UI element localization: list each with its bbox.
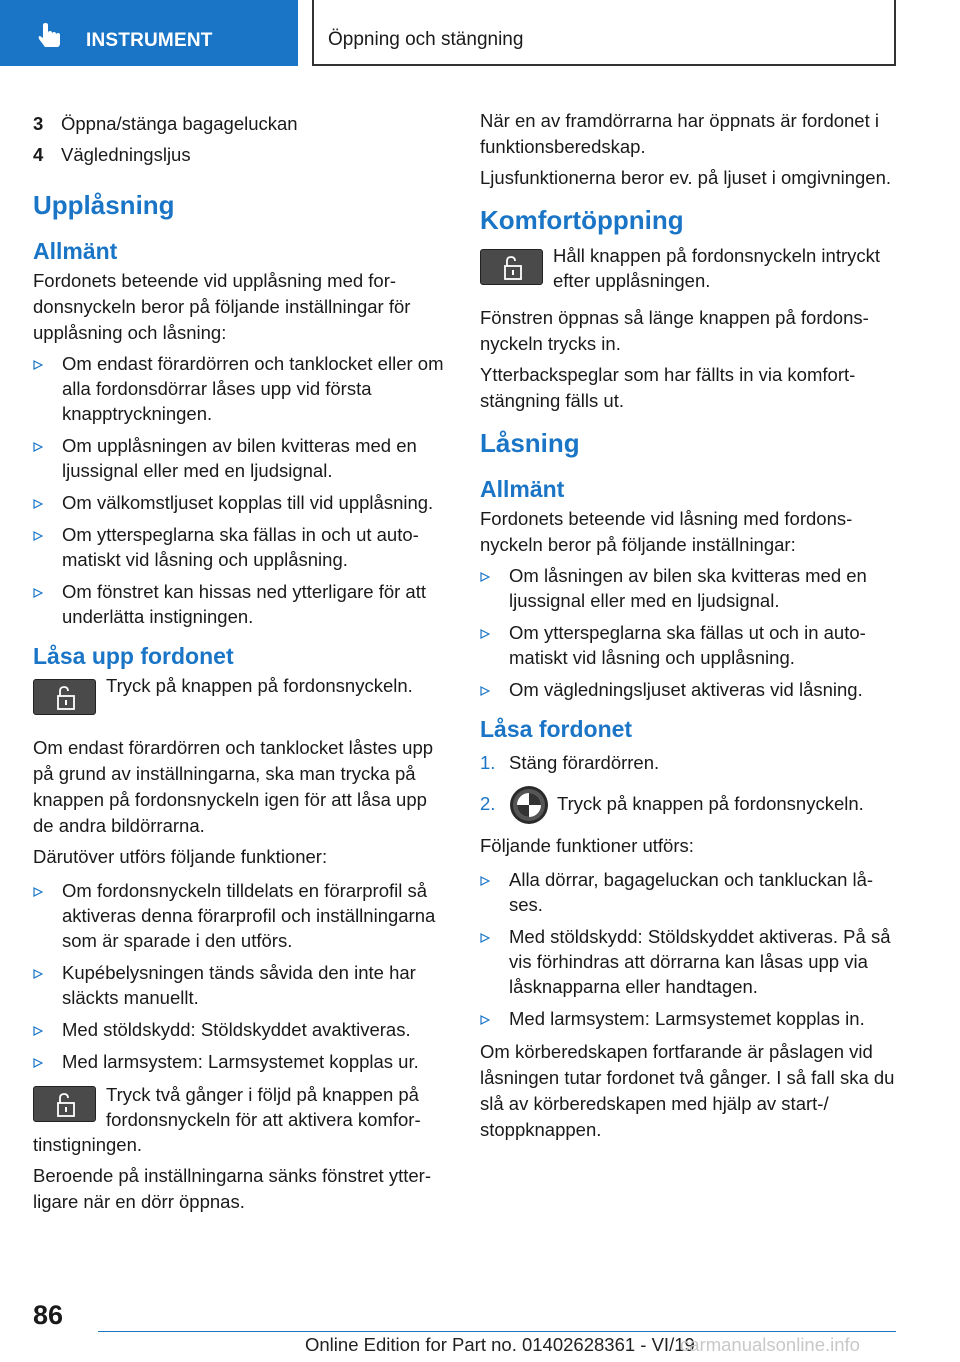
watermark: carmanualsonline.info xyxy=(680,1334,860,1355)
bullet-item xyxy=(480,620,900,670)
bullet-item xyxy=(480,563,900,613)
triangle-bullet-icon xyxy=(33,442,43,452)
triangle-bullet-icon xyxy=(33,969,43,979)
bullet-text: Med stöldskydd: Stöldskyddet avaktiveras. xyxy=(62,1019,411,1040)
bullet-text: Om ytterspeglarna ska fällas in och ut automatiskt vid låsning och upplåsning. xyxy=(62,524,419,570)
paragraph: När en av framdörrarna har öppnats är fordonet i funktionsberedskap. xyxy=(480,110,879,157)
bullet-item xyxy=(33,960,447,1010)
unlock-key-button xyxy=(33,679,96,715)
triangle-bullet-icon xyxy=(480,876,490,886)
triangle-bullet-icon xyxy=(33,1026,43,1036)
paragraph: Fordonets beteende vid låsning med fordonsnyckeln beror på följande inställningar: xyxy=(480,508,853,555)
triangle-bullet-icon xyxy=(33,1058,43,1068)
bullet-item xyxy=(480,677,900,702)
list-item xyxy=(33,139,447,170)
heading-allmant: Allmänt xyxy=(33,238,118,264)
numbered-list xyxy=(33,108,447,170)
step-text: Stäng förardörren. xyxy=(509,752,660,773)
heading-allmant: Allmänt xyxy=(480,476,565,502)
pointing-hand-icon xyxy=(36,21,66,51)
triangle-bullet-icon xyxy=(33,588,43,598)
triangle-bullet-icon xyxy=(480,629,490,639)
key-instruction: Håll knappen på fordonsnyckeln intryckt efter upplåsningen. xyxy=(553,245,881,291)
left-column xyxy=(33,108,447,1220)
paragraph: Fordonets beteende vid upplåsning med fordonsnyckeln beror på följande inställningar för upplåsning och låsning: xyxy=(33,270,411,343)
bullet-text: Med larmsystem: Larmsystemet kopplas ur. xyxy=(62,1051,419,1072)
bullet-text: Med larmsystem: Larmsystemet kopplas in. xyxy=(509,1008,865,1030)
list-item xyxy=(33,108,447,139)
bullet-item xyxy=(33,878,447,953)
bullet-text: Om ytterspeglarna ska fällas ut och in automatiskt vid låsning och upplåsning. xyxy=(509,622,866,668)
bullet-item xyxy=(33,1017,447,1042)
header-title-box xyxy=(312,0,896,66)
key-instruction: Tryck på knappen på fordonsnyckeln. xyxy=(106,675,413,696)
bullet-item xyxy=(33,433,447,483)
step-number: 1. xyxy=(480,752,496,773)
twice-key-row xyxy=(33,1082,447,1157)
item-number: 4 xyxy=(33,144,44,165)
header-section-tab xyxy=(0,0,298,66)
footer-edition: Online Edition for Part no. 01402628361 - VI/19 xyxy=(305,1334,695,1355)
step-text: Tryck på knappen på fordonsnyckeln. xyxy=(557,793,864,814)
bullet-text: Om vägledningsljuset aktiveras vid låsning. xyxy=(509,679,863,700)
bullet-text: Med stöldskydd: Stöldskyddet aktiveras. På så vis förhindras att dörrarna kan låsas upp via låsknapparna eller handtagen. xyxy=(509,926,891,998)
bullet-text: Om fordonsnyckeln tilldelats en förarprofil så aktiveras denna förarprofil och inställningarna som är sparade i den utförs. xyxy=(62,880,436,951)
bullet-item xyxy=(33,522,447,572)
unlock-key-row xyxy=(33,673,447,727)
bmw-key-logo-icon xyxy=(509,785,549,825)
paragraph: Följande funktioner utförs: xyxy=(480,835,694,857)
paragraph: Om endast förardörren och tanklocket låstes upp på grund av inställningarna, ska man trycka på knappen på fordonsnyckeln igen för att låsa upp de andra bildörrarna. xyxy=(33,737,434,836)
paragraph: Ljusfunktionerna beror ev. på ljuset i omgivningen. xyxy=(480,167,892,188)
unlock-key-button xyxy=(33,1086,96,1122)
unlock-padlock-icon xyxy=(56,685,76,711)
paragraph: Ytterbackspeglar som har fällts in via komfortstängning fälls ut. xyxy=(480,364,856,411)
heading-lasning: Låsning xyxy=(480,428,580,458)
bullet-list xyxy=(33,878,447,1074)
bullet-list xyxy=(33,351,447,629)
bullet-text: Om välkomstljuset kopplas till vid upplåsning. xyxy=(62,492,434,513)
paragraph: Om körberedskapen fortfarande är påslagen vid låsningen tutar fordonet två gånger. I så fall ska du slå av körberedskapen med hjälp av start-/ stoppknappen. xyxy=(480,1041,895,1141)
heading-lasa-upp: Låsa upp fordonet xyxy=(33,643,234,669)
paragraph: Fönstren öppnas så länge knappen på fordonsnyckeln trycks in. xyxy=(480,307,869,354)
triangle-bullet-icon xyxy=(480,933,490,943)
key-instruction: Tryck två gånger i följd på knappen på fordonsnyckeln för att aktivera komfortinstigningen. xyxy=(33,1084,421,1155)
triangle-bullet-icon xyxy=(480,1015,490,1025)
bullet-list xyxy=(480,867,900,1031)
unlock-padlock-icon xyxy=(56,1092,76,1118)
header-title: Öppning och stängning xyxy=(328,29,524,50)
bullet-item xyxy=(33,1049,447,1074)
heading-lasa-fordonet: Låsa fordonet xyxy=(480,716,633,742)
bullet-item xyxy=(480,924,900,999)
triangle-bullet-icon xyxy=(480,572,490,582)
bullet-text: Om upplåsningen av bilen kvitteras med en ljussignal eller med en ljudsignal. xyxy=(62,435,417,481)
step-item xyxy=(480,783,900,825)
header-section-label: INSTRUMENT xyxy=(86,30,213,51)
bullet-text: Kupébelysningen tänds såvida den inte har släckts manuellt. xyxy=(62,962,416,1008)
triangle-bullet-icon xyxy=(33,887,43,897)
step-item xyxy=(480,750,900,775)
item-number: 3 xyxy=(33,113,44,134)
heading-upplasning: Upplåsning xyxy=(33,190,175,220)
page-number: 86 xyxy=(33,1300,64,1330)
right-column xyxy=(480,108,900,1148)
item-text: Vägledningsljus xyxy=(61,144,191,165)
unlock-key-button xyxy=(480,249,543,285)
bullet-text: Om endast förardörren och tanklocket eller om alla fordonsdörrar låses upp vid första knapptryckningen. xyxy=(62,353,444,424)
footer-divider xyxy=(98,1331,896,1332)
step-list xyxy=(480,750,900,825)
triangle-bullet-icon xyxy=(33,531,43,541)
bullet-text: Om fönstret kan hissas ned ytterligare för att underlätta instigningen. xyxy=(62,581,426,627)
heading-komfortoppning: Komfortöppning xyxy=(480,205,684,235)
bullet-text: Alla dörrar, bagageluckan och tankluckan låses. xyxy=(509,869,874,916)
bullet-item xyxy=(480,867,900,917)
triangle-bullet-icon xyxy=(480,686,490,696)
bullet-item xyxy=(33,579,447,629)
bullet-list xyxy=(480,563,900,702)
komfort-key-row xyxy=(480,243,900,297)
bullet-item xyxy=(33,490,447,515)
bullet-item xyxy=(33,351,447,426)
step-number: 2. xyxy=(480,793,496,814)
bullet-text: Om låsningen av bilen ska kvitteras med en ljussignal eller med en ljudsignal. xyxy=(509,565,867,611)
paragraph: Beroende på inställningarna sänks fönstret ytterligare när en dörr öppnas. xyxy=(33,1165,431,1212)
triangle-bullet-icon xyxy=(33,499,43,509)
unlock-padlock-icon xyxy=(503,255,523,281)
item-text: Öppna/stänga bagageluckan xyxy=(61,113,298,134)
paragraph: Därutöver utförs följande funktioner: xyxy=(33,846,328,867)
triangle-bullet-icon xyxy=(33,360,43,370)
bullet-item xyxy=(480,1006,900,1031)
